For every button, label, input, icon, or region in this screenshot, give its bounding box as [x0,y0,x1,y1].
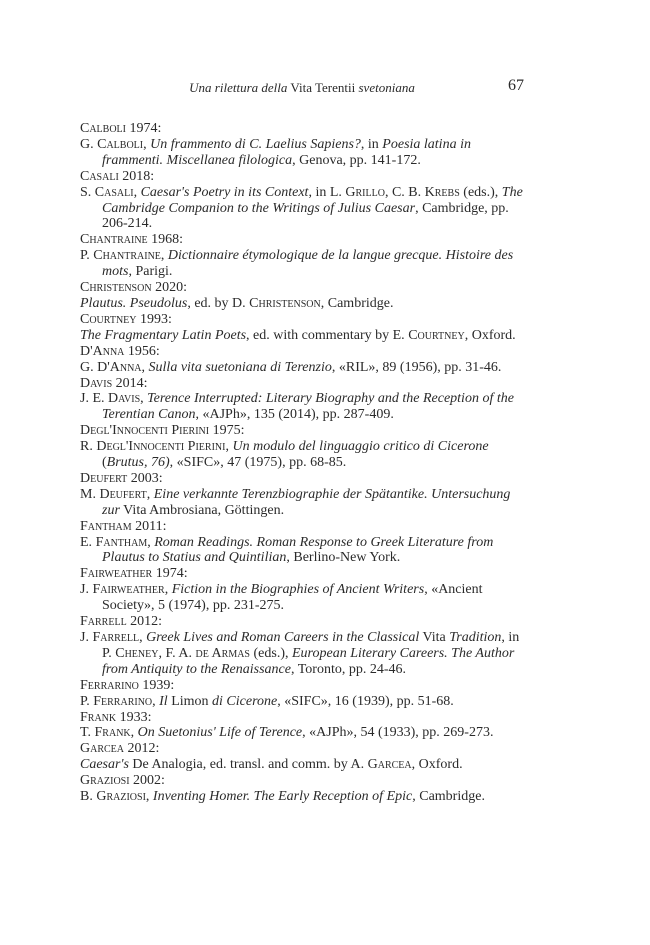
bibliography-entry [80,423,524,471]
bibliography-entry [80,519,524,567]
bibliography-entry [80,614,524,678]
reference-segment: J. [80,630,93,645]
reference-segment: Garcea [367,757,412,773]
reference-segment: B. [80,789,97,805]
reference-segment: Chantraine [93,248,161,264]
reference-segment: P. [80,248,94,264]
reference-segment: Caesar's [80,757,129,773]
reference-segment: Sulla vita suetoniana di Terenzio [148,359,332,375]
reference-segment: Un modulo del linguaggio critico di Cicerone [232,439,489,455]
entry-key: Ferrarino 1939: [80,677,175,693]
bibliography-entry [80,566,524,614]
reference-segment: Courtney [408,327,465,343]
reference-segment: S. [80,184,95,200]
reference-segment: Inventing Homer. The Early Reception of Epic [152,789,413,805]
reference-segment: Vita [419,630,450,645]
entry-key: Courtney 1993: [80,311,172,327]
reference-segment: J. [80,582,93,598]
entry-reference [80,328,524,344]
entry-reference [80,535,524,567]
bibliography-entry [80,678,524,710]
reference-segment: Roman Readings. Roman Response to Greek Literature from Plautus to Statius and Quintilian [102,534,494,566]
reference-segment: Frank [94,725,131,741]
entry-key: D'Anna 1956: [80,343,160,359]
bibliography-entry [80,471,524,519]
reference-segment: Deufert [99,486,147,502]
reference-segment: Casali [94,184,134,200]
reference-segment: (eds.), [250,645,292,661]
reference-segment: , [143,136,151,152]
reference-segment: D'Anna [97,359,142,375]
entry-key: Graziosi 2002: [80,773,165,789]
reference-segment: , F. A. [158,645,196,661]
entry-reference [80,296,524,312]
entry-key: Farrell 2012: [80,614,163,630]
reference-segment: G. [80,136,98,152]
reference-segment: R. [80,439,97,455]
running-header [80,77,524,99]
reference-segment: , «SIFC», 16 (1939), pp. 51-68. [277,693,454,709]
reference-segment: De Analogia, ed. transl. and comm. by A. [128,757,368,773]
reference-segment: Christenson [249,295,321,311]
reference-segment: Dictionnaire étymologique de la langue grecque. Histoire des mots [102,248,514,280]
reference-segment: Davis [108,391,141,407]
running-title-part: Una rilettura della [189,80,288,95]
reference-segment: M. [80,486,100,502]
reference-segment: Brutus, 76) [106,455,170,471]
reference-segment: Caesar's Poetry in its Context [140,184,309,200]
reference-segment: Fantham [95,534,148,550]
bibliography-entry [80,312,524,344]
reference-segment: T. [80,725,95,741]
reference-segment: G. [80,359,98,375]
reference-segment: (eds.), [459,184,502,200]
bibliography-entry [80,280,524,312]
entry-reference [80,360,524,376]
reference-segment: , [130,725,138,741]
reference-segment: On Suetonius' Life of Terence [137,725,303,741]
reference-segment: , Parigi. [128,264,173,280]
entry-key: Garcea 2012: [80,741,160,757]
reference-segment: Fiction in the Biographies of Ancient Writers [171,582,425,598]
entry-reference [80,725,524,741]
reference-segment: European Literary Careers. The Author from Antiquity to the Renaissance [102,645,515,677]
reference-segment: , «AJPh», 54 (1933), pp. 269-273. [302,725,494,741]
reference-segment: , [225,439,233,455]
reference-segment: , in L. [308,184,346,200]
reference-segment: Un frammento di C. Laelius Sapiens? [150,136,361,152]
reference-segment: , Berlino-New York. [286,550,401,566]
bibliography-entry [80,376,524,424]
reference-segment: J. E. [80,391,108,407]
reference-segment: Grillo [345,184,385,200]
entry-key: Fairweather 1974: [80,566,188,582]
reference-segment: Farrell [92,630,140,645]
reference-segment: , Oxford. [411,757,463,773]
entry-reference [80,582,524,614]
reference-segment: , «Ancient Society», 5 (1974), pp. 231-275. [102,582,483,614]
reference-segment: , [145,789,153,805]
reference-segment: , Cambridge. [320,295,394,311]
reference-segment: Graziosi [96,789,146,805]
entry-key: Christenson 2020: [80,280,187,296]
entry-reference [80,439,524,471]
entry-reference [80,137,524,169]
reference-segment: , «RIL», 89 (1956), pp. 31-46. [331,359,502,375]
reference-segment: The Fragmentary Latin Poets [80,327,247,343]
entry-reference [80,694,524,710]
reference-segment: , [139,630,147,645]
reference-segment: , «SIFC», 47 (1975), pp. 68-85. [169,455,347,471]
reference-segment: , ed. by D. [187,295,250,311]
entry-key: Chantraine 1968: [80,232,184,248]
entry-key: Fantham 2011: [80,518,167,534]
entry-reference [80,185,524,233]
entry-key: Frank 1933: [80,709,152,725]
reference-segment: , Toronto, pp. 24-46. [290,661,407,677]
entry-key: Calboli 1974: [80,121,162,136]
reference-segment: Degl'Innocenti Pierini [96,439,226,455]
reference-segment: Krebs [424,184,460,200]
bibliography-entry [80,344,524,376]
bibliography-list [80,121,524,805]
entry-reference [80,487,524,519]
reference-segment: Terence Interrupted: Literary Biography and the Reception of the Terentian Canon [102,391,514,423]
reference-segment: Plautus. Pseudolus [80,295,188,311]
reference-segment: Calboli [97,136,144,152]
reference-segment: Vita Ambrosiana, Göttingen. [119,502,285,518]
reference-segment: , [147,534,155,550]
reference-segment: , Genova, pp. 141-172. [292,152,421,168]
reference-segment: The Cambridge Companion to the Writings of Julius Caesar [102,184,523,216]
reference-segment: Ferrarino [93,693,153,709]
entry-key: Degl'Innocenti Pierini 1975: [80,423,245,439]
reference-segment: , [146,486,154,502]
reference-segment: , ed. with commentary by E. [246,327,409,343]
reference-segment: E. [80,534,96,550]
reference-segment: , [152,693,160,709]
reference-segment: Cheney [115,645,159,661]
reference-segment: Poesia latina in frammenti. Miscellanea filologica [102,136,471,168]
reference-segment: Tradition [449,630,502,645]
reference-segment: , C. B. [384,184,425,200]
reference-segment: ( [102,455,107,471]
reference-segment: P. [80,693,94,709]
reference-segment: , [141,359,149,375]
reference-segment: Fairweather [92,582,165,598]
entry-reference [80,630,524,678]
reference-segment: , [140,391,148,407]
running-title-part: Vita Terentii [287,80,359,95]
reference-segment: Limon [167,693,213,709]
bibliography-entry [80,773,524,805]
reference-segment: , «AJPh», 135 (2014), pp. 287-409. [195,407,394,423]
bibliography-entry [80,121,524,169]
reference-segment: , [133,184,141,200]
reference-segment: , [164,582,172,598]
reference-segment: , [160,248,168,264]
reference-segment: , Cambridge, pp. 206-214. [102,200,509,232]
reference-segment: Il [159,693,168,709]
reference-segment: de Armas [195,645,250,661]
entry-reference [80,757,524,773]
bibliography-entry [80,232,524,280]
reference-segment: , in P. [102,630,520,661]
reference-segment: , Cambridge. [412,789,485,805]
page-number: 67 [508,77,524,94]
bibliography-entry [80,710,524,742]
bibliography-entry [80,169,524,233]
reference-segment: , in [360,136,383,152]
entry-key: Davis 2014: [80,375,148,391]
reference-segment: , Oxford. [464,327,516,343]
reference-segment: di Cicerone [212,693,278,709]
entry-key: Casali 2018: [80,168,155,184]
entry-reference [80,789,524,805]
entry-reference [80,248,524,280]
reference-segment: Eine verkannte Terenzbiographie der Spätantike. Untersuchung zur [102,486,511,518]
entry-key: Deufert 2003: [80,470,163,486]
bibliography-entry [80,741,524,773]
entry-reference [80,391,524,423]
running-title-part: svetoniana [358,80,415,95]
running-title [80,80,524,96]
reference-segment: Greek Lives and Roman Careers in the Classical [146,630,420,645]
